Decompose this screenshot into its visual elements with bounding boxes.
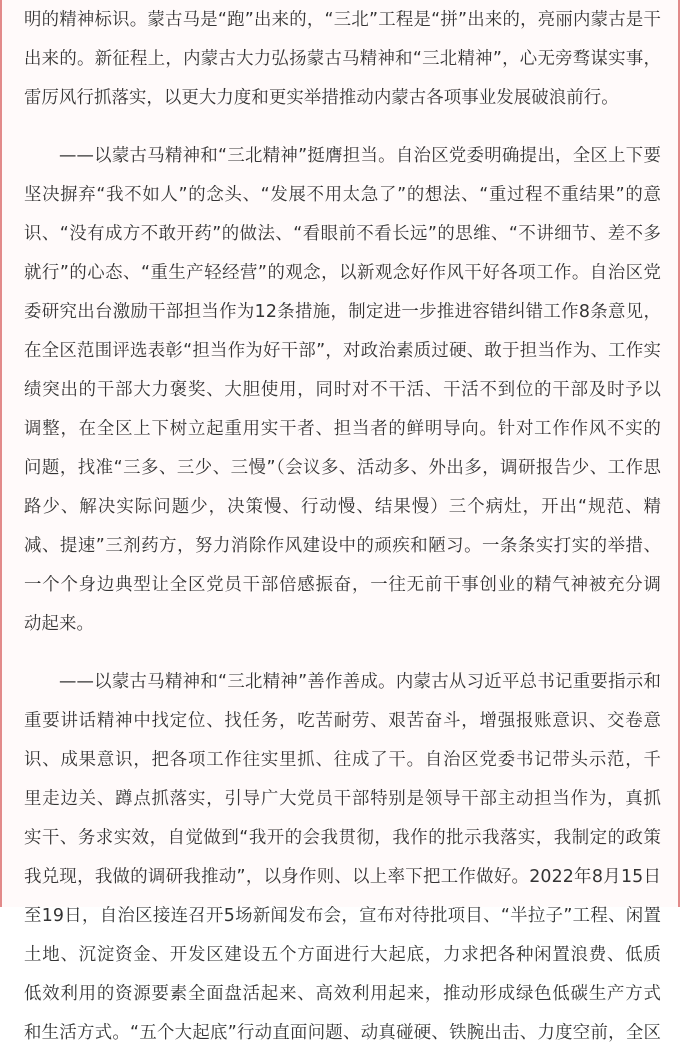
text-line: 雷厉风行抓落实，以更大力度和更实举措推动内蒙古各项事业发展破浪前行。 <box>24 88 619 108</box>
text-line: 我兑现，我做的调研我推动”，以身作则、以上率下把工作做好。2022年8月15日 <box>24 867 661 887</box>
text-line: 土地、沉淀资金、开发区建设五个方面进行大起底，力求把各种闲置浪费、低质 <box>24 945 661 965</box>
text-line: 识、“没有成方不敢开药”的做法、“看眼前不看长远”的思维、“不讲细节、差不多 <box>24 224 661 244</box>
text-line: 调整，在全区上下树立起重用实干者、担当者的鲜明导向。针对工作作风不实的 <box>24 419 661 439</box>
text-line: 和生活方式。“五个大起底”行动直面问题、动真碰硬、铁腕出击、力度空前，全区 <box>24 1023 661 1043</box>
text-line: 至19日，自治区接连召开5场新闻发布会，宣布对待批项目、“半拉子”工程、闲置 <box>24 906 661 926</box>
text-line: 一个个身边典型让全区党员干部倍感振奋，一往无前干事创业的精气神被充分调 <box>24 575 661 595</box>
text-line: 减、提速”三剂药方，努力消除作风建设中的顽疾和陋习。一条条实打实的举措、 <box>24 536 661 556</box>
text-line: 在全区范围评选表彰“担当作为好干部”，对政治素质过硬、敢于担当作为、工作实 <box>24 341 661 361</box>
text-line: 委研究出台激励干部担当作为12条措施，制定进一步推进容错纠错工作8条意见， <box>24 302 661 322</box>
text-line: 动起来。 <box>24 614 94 634</box>
article-body <box>24 1 661 1053</box>
paragraph-1 <box>24 1 661 118</box>
text-line: 路少、解决实际问题少，决策慢、行动慢、结果慢）三个病灶，开出“规范、精 <box>24 497 661 517</box>
text-line: 问题，找准“三多、三少、三慢”（会议多、活动多、外出多，调研报告少、工作思 <box>24 458 661 478</box>
text-line: 出来的。新征程上，内蒙古大力弘扬蒙古马精神和“三北精神”，心无旁骛谋实事， <box>24 49 661 69</box>
text-line: ——以蒙古马精神和“三北精神”挺膺担当。自治区党委明确提出，全区上下要 <box>59 146 661 166</box>
text-line: 里走边关、蹲点抓落实，引导广大党员干部特别是领导干部主动担当作为，真抓 <box>24 789 661 809</box>
text-line: 明的精神标识。蒙古马是“跑”出来的，“三北”工程是“拼”出来的，亮丽内蒙古是干 <box>24 10 661 30</box>
text-line: 就行”的心态、“重生产轻经营”的观念，以新观念好作风干好各项工作。自治区党 <box>24 263 661 283</box>
text-line: 绩突出的干部大力褒奖、大胆使用，同时对不干活、干活不到位的干部及时予以 <box>24 380 661 400</box>
text-line: 低效利用的资源要素全面盘活起来、高效利用起来，推动形成绿色低碳生产方式 <box>24 984 661 1004</box>
text-line: 坚决摒弃“我不如人”的念头、“发展不用太急了”的想法、“重过程不重结果”的意 <box>24 185 661 205</box>
paragraph-2 <box>24 137 661 644</box>
text-line: 识、成果意识，把各项工作往实里抓、往成了干。自治区党委书记带头示范，千 <box>24 750 661 770</box>
text-line: 实干、务求实效，自觉做到“我开的会我贯彻，我作的批示我落实，我制定的政策 <box>24 828 661 848</box>
paragraph-3 <box>24 663 661 1053</box>
text-line: ——以蒙古马精神和“三北精神”善作善成。内蒙古从习近平总书记重要指示和 <box>59 672 661 692</box>
text-line: 重要讲话精神中找定位、找任务，吃苦耐劳、艰苦奋斗，增强报账意识、交卷意 <box>24 711 661 731</box>
